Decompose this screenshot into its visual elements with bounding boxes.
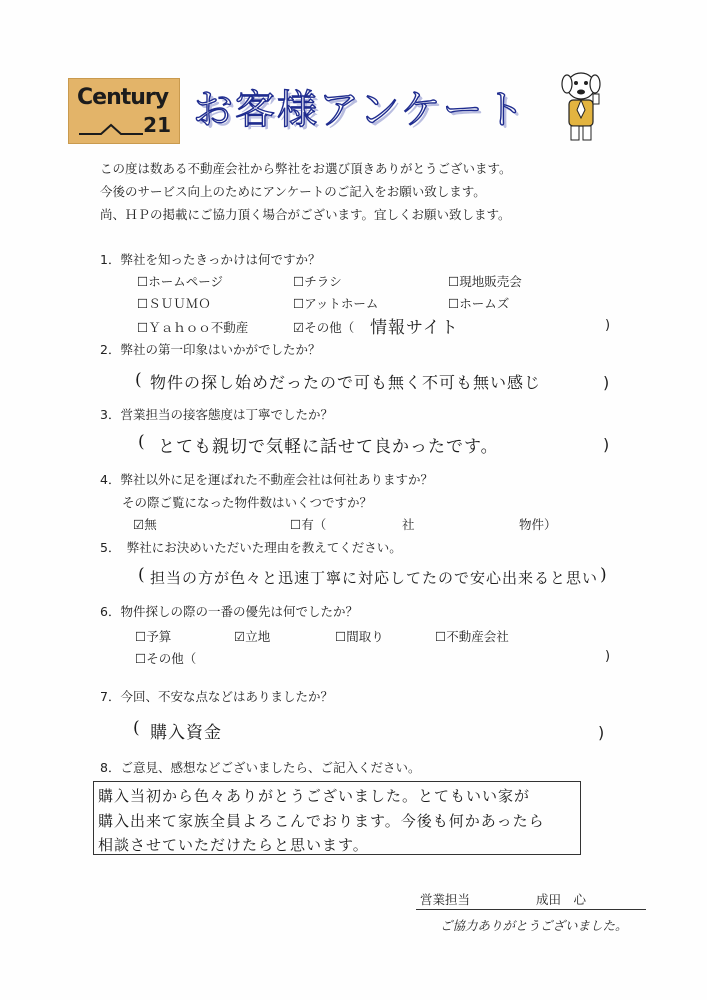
q6-option-layout[interactable]: ☐間取り [335, 629, 384, 644]
sales-rep-label: 営業担当 [420, 892, 471, 907]
q7-question: 7．今回、不安な点などはありましたか？ [100, 689, 333, 704]
q6-option-budget[interactable]: ☐予算 [135, 629, 172, 644]
logo-number: 21 [143, 113, 171, 137]
intro-line-3: 尚、ＨＰの掲載にご協力頂く場合がございます。宜しくお願い致します。 [100, 207, 511, 222]
q6-option-agency[interactable]: ☐不動産会社 [435, 629, 509, 644]
dog-mascot-icon [553, 66, 613, 144]
intro-line-1: この度は数ある不動産会社から弊社をお選び頂きありがとうございます。 [100, 161, 512, 176]
q2-answer: 物件の探し始めだったので可も無く不可も無い感じ [150, 373, 542, 392]
signature-divider [416, 909, 646, 910]
q7-open-paren: ( [133, 718, 141, 738]
q5-question: 5． 弊社にお決めいただいた理由を教えてください。 [100, 540, 402, 555]
q8-question: 8．ご意見、感想などございましたら、ご記入ください。 [100, 760, 421, 775]
q4-unit-company: 社 [402, 517, 415, 532]
sales-rep-name: 成田 心 [536, 892, 587, 907]
page-title: お客様アンケート [193, 87, 527, 133]
q4-option-yes[interactable]: ☐有（ [290, 517, 327, 532]
q4-unit-property: 物件） [519, 517, 557, 532]
q2-question: 2．弊社の第一印象はいかがでしたか？ [100, 342, 321, 357]
q3-open-paren: ( [138, 432, 146, 452]
q2-open-paren: ( [135, 370, 143, 390]
q7-answer: 購入資金 [150, 723, 222, 743]
q1-close-paren: ) [605, 318, 611, 333]
q3-close-paren: ) [603, 435, 610, 454]
q6-close-paren: ) [605, 649, 611, 664]
logo-word: Century [77, 85, 169, 110]
q1-question: 1．弊社を知ったきっかけは何ですか？ [100, 252, 321, 267]
q6-question: 6．物件探しの際の一番の優先は何でしたか？ [100, 604, 358, 619]
house-roof-icon [79, 123, 143, 135]
q5-answer: 担当の方が色々と迅速丁寧に対応してたので安心出来ると思い [150, 569, 599, 587]
intro-line-2: 今後のサービス向上のためにアンケートのご記入をお願い致します。 [100, 184, 486, 199]
q2-close-paren: ) [603, 373, 610, 392]
q5-close-paren: ) [600, 565, 608, 585]
q1-option-athome[interactable]: ☐アットホーム [293, 296, 379, 311]
q5-open-paren: ( [138, 565, 146, 585]
q1-option-open-house[interactable]: ☐現地販売会 [448, 274, 522, 289]
thanks-message: ご協力ありがとうございました。 [440, 918, 628, 933]
q8-comment-line-2: 購入出来て家族全員よろこんでおります。今後も何かあったら [98, 812, 545, 830]
q4-option-none[interactable]: ☑無 [133, 517, 157, 532]
q6-option-location[interactable]: ☑立地 [234, 629, 271, 644]
q6-option-other[interactable]: ☐その他（ [135, 651, 197, 666]
q8-comment-line-3: 相談させていただけたらと思います。 [98, 836, 369, 854]
q1-option-flyer[interactable]: ☐チラシ [293, 274, 342, 289]
q1-option-homes[interactable]: ☐ホームズ [448, 296, 510, 311]
q1-option-suumo[interactable]: ☐ＳＵＵＭＯ [137, 296, 211, 311]
q7-close-paren: ) [598, 723, 605, 742]
q4-question: 4．弊社以外に足を運ばれた不動産会社は何社ありますか？ [100, 472, 433, 487]
q1-option-homepage[interactable]: ☐ホームページ [137, 274, 223, 289]
q8-comment-line-1: 購入当初から色々ありがとうございました。とてもいい家が [98, 787, 531, 805]
q1-option-other[interactable]: ☑その他（ [293, 320, 355, 335]
q1-other-answer: 情報サイト [370, 318, 459, 338]
q3-answer: とても親切で気軽に話せて良かったです。 [158, 437, 499, 457]
q4-question-2: その際ご覧になった物件数はいくつですか？ [122, 495, 373, 510]
century21-logo [68, 78, 180, 144]
q3-question: 3．営業担当の接客態度は丁寧でしたか？ [100, 407, 333, 422]
q1-option-yahoo[interactable]: ☐Ｙａｈｏｏ不動産 [137, 320, 249, 335]
